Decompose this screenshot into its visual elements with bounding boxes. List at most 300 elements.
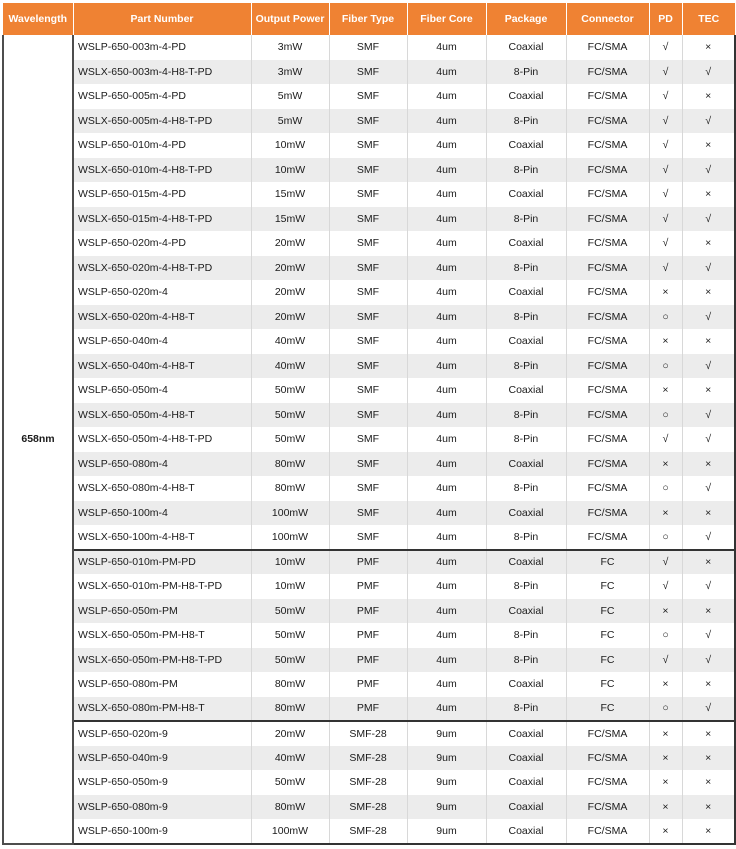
package-cell: Coaxial <box>486 746 566 771</box>
output-power-cell: 50mW <box>251 648 329 673</box>
fiber-core-cell: 4um <box>407 305 486 330</box>
tec-cell: √ <box>682 158 735 183</box>
part-number-cell: WSLX-650-005m-4-H8-T-PD <box>73 109 251 134</box>
package-cell: Coaxial <box>486 35 566 60</box>
output-power-cell: 50mW <box>251 599 329 624</box>
table-row <box>3 378 735 403</box>
output-power-cell: 50mW <box>251 403 329 428</box>
table-row <box>3 623 735 648</box>
fiber-core-cell: 4um <box>407 427 486 452</box>
pd-cell: ○ <box>649 697 682 722</box>
package-cell: Coaxial <box>486 770 566 795</box>
table-row <box>3 819 735 844</box>
fiber-type-cell: PMF <box>329 623 407 648</box>
table-row <box>3 525 735 550</box>
package-cell: Coaxial <box>486 182 566 207</box>
fiber-core-cell: 4um <box>407 109 486 134</box>
package-cell: Coaxial <box>486 672 566 697</box>
table-row <box>3 476 735 501</box>
output-power-cell: 100mW <box>251 525 329 550</box>
tec-cell: √ <box>682 305 735 330</box>
fiber-type-cell: SMF <box>329 60 407 85</box>
fiber-core-cell: 4um <box>407 60 486 85</box>
package-cell: 8-Pin <box>486 207 566 232</box>
fiber-core-cell: 4um <box>407 280 486 305</box>
pd-cell: ○ <box>649 525 682 550</box>
part-number-cell: WSLP-650-040m-9 <box>73 746 251 771</box>
fiber-core-cell: 4um <box>407 84 486 109</box>
table-row <box>3 427 735 452</box>
table-row <box>3 329 735 354</box>
table-row <box>3 648 735 673</box>
package-cell: 8-Pin <box>486 305 566 330</box>
fiber-core-cell: 4um <box>407 354 486 379</box>
connector-cell: FC/SMA <box>566 403 649 428</box>
table-row <box>3 158 735 183</box>
package-cell: Coaxial <box>486 795 566 820</box>
table-row <box>3 721 735 746</box>
fiber-core-cell: 4um <box>407 182 486 207</box>
part-number-cell: WSLX-650-100m-4-H8-T <box>73 525 251 550</box>
tec-cell: × <box>682 84 735 109</box>
fiber-type-cell: SMF <box>329 207 407 232</box>
tec-cell: × <box>682 182 735 207</box>
output-power-cell: 40mW <box>251 746 329 771</box>
pd-cell: ○ <box>649 354 682 379</box>
fiber-type-cell: SMF-28 <box>329 795 407 820</box>
fiber-core-cell: 9um <box>407 819 486 844</box>
connector-cell: FC/SMA <box>566 721 649 746</box>
fiber-core-cell: 9um <box>407 746 486 771</box>
output-power-cell: 3mW <box>251 60 329 85</box>
fiber-type-cell: SMF <box>329 158 407 183</box>
output-power-cell: 20mW <box>251 280 329 305</box>
output-power-cell: 80mW <box>251 697 329 722</box>
fiber-type-cell: SMF <box>329 231 407 256</box>
connector-cell: FC/SMA <box>566 819 649 844</box>
header-part-number: Part Number <box>73 3 251 35</box>
table-row <box>3 182 735 207</box>
fiber-core-cell: 4um <box>407 648 486 673</box>
fiber-core-cell: 4um <box>407 452 486 477</box>
package-cell: Coaxial <box>486 550 566 575</box>
part-number-cell: WSLX-650-050m-4-H8-T <box>73 403 251 428</box>
connector-cell: FC/SMA <box>566 158 649 183</box>
tec-cell: × <box>682 819 735 844</box>
part-number-cell: WSLP-650-020m-4-PD <box>73 231 251 256</box>
tec-cell: × <box>682 378 735 403</box>
connector-cell: FC/SMA <box>566 476 649 501</box>
connector-cell: FC/SMA <box>566 256 649 281</box>
fiber-core-cell: 4um <box>407 207 486 232</box>
part-number-cell: WSLX-650-020m-4-H8-T-PD <box>73 256 251 281</box>
connector-cell: FC <box>566 599 649 624</box>
pd-cell: × <box>649 770 682 795</box>
fiber-type-cell: SMF <box>329 109 407 134</box>
part-number-cell: WSLP-650-020m-4 <box>73 280 251 305</box>
tec-cell: × <box>682 133 735 158</box>
package-cell: 8-Pin <box>486 574 566 599</box>
part-number-cell: WSLX-650-080m-PM-H8-T <box>73 697 251 722</box>
output-power-cell: 80mW <box>251 476 329 501</box>
table-row <box>3 231 735 256</box>
connector-cell: FC/SMA <box>566 795 649 820</box>
part-number-cell: WSLP-650-100m-4 <box>73 501 251 526</box>
connector-cell: FC/SMA <box>566 378 649 403</box>
part-number-cell: WSLX-650-040m-4-H8-T <box>73 354 251 379</box>
pd-cell: × <box>649 501 682 526</box>
fiber-type-cell: SMF <box>329 35 407 60</box>
pd-cell: √ <box>649 574 682 599</box>
part-number-cell: WSLX-650-050m-4-H8-T-PD <box>73 427 251 452</box>
tec-cell: √ <box>682 60 735 85</box>
tec-cell: √ <box>682 427 735 452</box>
output-power-cell: 50mW <box>251 623 329 648</box>
table-row <box>3 280 735 305</box>
table-row <box>3 770 735 795</box>
connector-cell: FC/SMA <box>566 501 649 526</box>
fiber-core-cell: 4um <box>407 697 486 722</box>
fiber-core-cell: 4um <box>407 35 486 60</box>
part-number-cell: WSLX-650-010m-PM-H8-T-PD <box>73 574 251 599</box>
table-row <box>3 452 735 477</box>
connector-cell: FC/SMA <box>566 280 649 305</box>
fiber-type-cell: PMF <box>329 550 407 575</box>
pd-cell: √ <box>649 648 682 673</box>
fiber-core-cell: 4um <box>407 329 486 354</box>
pd-cell: √ <box>649 256 682 281</box>
tec-cell: √ <box>682 525 735 550</box>
part-number-cell: WSLP-650-080m-9 <box>73 795 251 820</box>
part-number-cell: WSLP-650-010m-4-PD <box>73 133 251 158</box>
package-cell: Coaxial <box>486 280 566 305</box>
package-cell: Coaxial <box>486 599 566 624</box>
tec-cell: √ <box>682 623 735 648</box>
pd-cell: √ <box>649 60 682 85</box>
package-cell: Coaxial <box>486 133 566 158</box>
package-cell: Coaxial <box>486 84 566 109</box>
tec-cell: × <box>682 599 735 624</box>
pd-cell: ○ <box>649 476 682 501</box>
fiber-core-cell: 4um <box>407 501 486 526</box>
fiber-type-cell: SMF <box>329 427 407 452</box>
package-cell: 8-Pin <box>486 623 566 648</box>
output-power-cell: 100mW <box>251 819 329 844</box>
header-tec: TEC <box>682 3 735 35</box>
fiber-type-cell: SMF <box>329 182 407 207</box>
fiber-type-cell: SMF-28 <box>329 770 407 795</box>
fiber-type-cell: SMF <box>329 525 407 550</box>
fiber-type-cell: SMF <box>329 403 407 428</box>
pd-cell: √ <box>649 109 682 134</box>
product-spec-table <box>2 3 736 845</box>
fiber-type-cell: SMF <box>329 305 407 330</box>
pd-cell: √ <box>649 84 682 109</box>
tec-cell: × <box>682 672 735 697</box>
fiber-type-cell: SMF-28 <box>329 721 407 746</box>
fiber-type-cell: SMF <box>329 256 407 281</box>
connector-cell: FC <box>566 697 649 722</box>
table-row <box>3 35 735 60</box>
fiber-core-cell: 4um <box>407 256 486 281</box>
output-power-cell: 5mW <box>251 84 329 109</box>
part-number-cell: WSLP-650-050m-9 <box>73 770 251 795</box>
fiber-core-cell: 9um <box>407 770 486 795</box>
pd-cell: ○ <box>649 623 682 648</box>
connector-cell: FC/SMA <box>566 354 649 379</box>
connector-cell: FC/SMA <box>566 60 649 85</box>
part-number-cell: WSLP-650-003m-4-PD <box>73 35 251 60</box>
part-number-cell: WSLP-650-005m-4-PD <box>73 84 251 109</box>
fiber-type-cell: SMF <box>329 452 407 477</box>
package-cell: 8-Pin <box>486 256 566 281</box>
connector-cell: FC <box>566 623 649 648</box>
fiber-type-cell: SMF-28 <box>329 819 407 844</box>
table-row <box>3 207 735 232</box>
pd-cell: × <box>649 721 682 746</box>
connector-cell: FC/SMA <box>566 84 649 109</box>
fiber-core-cell: 4um <box>407 599 486 624</box>
part-number-cell: WSLP-650-050m-4 <box>73 378 251 403</box>
header-fiber-core: Fiber Core <box>407 3 486 35</box>
package-cell: 8-Pin <box>486 158 566 183</box>
package-cell: 8-Pin <box>486 476 566 501</box>
package-cell: 8-Pin <box>486 427 566 452</box>
connector-cell: FC <box>566 574 649 599</box>
connector-cell: FC/SMA <box>566 427 649 452</box>
wavelength-cell: 658nm <box>3 35 73 844</box>
table-row <box>3 60 735 85</box>
package-cell: 8-Pin <box>486 648 566 673</box>
fiber-type-cell: PMF <box>329 697 407 722</box>
tec-cell: × <box>682 231 735 256</box>
fiber-core-cell: 4um <box>407 231 486 256</box>
pd-cell: × <box>649 452 682 477</box>
output-power-cell: 15mW <box>251 207 329 232</box>
tec-cell: √ <box>682 476 735 501</box>
table-row <box>3 795 735 820</box>
connector-cell: FC/SMA <box>566 305 649 330</box>
part-number-cell: WSLP-650-010m-PM-PD <box>73 550 251 575</box>
package-cell: Coaxial <box>486 329 566 354</box>
header-output-power: Output Power <box>251 3 329 35</box>
tec-cell: × <box>682 746 735 771</box>
output-power-cell: 100mW <box>251 501 329 526</box>
output-power-cell: 3mW <box>251 35 329 60</box>
part-number-cell: WSLP-650-020m-9 <box>73 721 251 746</box>
output-power-cell: 5mW <box>251 109 329 134</box>
header-pd: PD <box>649 3 682 35</box>
table-row <box>3 697 735 722</box>
tec-cell: × <box>682 329 735 354</box>
fiber-type-cell: SMF <box>329 329 407 354</box>
output-power-cell: 10mW <box>251 574 329 599</box>
part-number-cell: WSLP-650-015m-4-PD <box>73 182 251 207</box>
fiber-core-cell: 9um <box>407 721 486 746</box>
pd-cell: × <box>649 672 682 697</box>
tec-cell: × <box>682 501 735 526</box>
package-cell: Coaxial <box>486 721 566 746</box>
table-row <box>3 133 735 158</box>
header-fiber-type: Fiber Type <box>329 3 407 35</box>
header-package: Package <box>486 3 566 35</box>
package-cell: 8-Pin <box>486 60 566 85</box>
fiber-type-cell: SMF <box>329 280 407 305</box>
package-cell: 8-Pin <box>486 525 566 550</box>
table-row <box>3 354 735 379</box>
output-power-cell: 50mW <box>251 770 329 795</box>
header-connector: Connector <box>566 3 649 35</box>
fiber-type-cell: SMF <box>329 476 407 501</box>
fiber-core-cell: 4um <box>407 158 486 183</box>
output-power-cell: 50mW <box>251 378 329 403</box>
tec-cell: √ <box>682 574 735 599</box>
fiber-core-cell: 4um <box>407 378 486 403</box>
output-power-cell: 20mW <box>251 231 329 256</box>
fiber-type-cell: SMF <box>329 133 407 158</box>
header-wavelength: Wavelength <box>3 3 73 35</box>
fiber-core-cell: 4um <box>407 525 486 550</box>
package-cell: 8-Pin <box>486 109 566 134</box>
fiber-type-cell: SMF <box>329 501 407 526</box>
part-number-cell: WSLX-650-020m-4-H8-T <box>73 305 251 330</box>
pd-cell: × <box>649 819 682 844</box>
pd-cell: √ <box>649 231 682 256</box>
output-power-cell: 10mW <box>251 158 329 183</box>
package-cell: Coaxial <box>486 231 566 256</box>
package-cell: Coaxial <box>486 501 566 526</box>
part-number-cell: WSLX-650-050m-PM-H8-T <box>73 623 251 648</box>
connector-cell: FC/SMA <box>566 109 649 134</box>
fiber-core-cell: 4um <box>407 550 486 575</box>
connector-cell: FC <box>566 550 649 575</box>
table-row <box>3 256 735 281</box>
part-number-cell: WSLP-650-100m-9 <box>73 819 251 844</box>
pd-cell: ○ <box>649 305 682 330</box>
connector-cell: FC <box>566 648 649 673</box>
tec-cell: × <box>682 721 735 746</box>
package-cell: 8-Pin <box>486 403 566 428</box>
tec-cell: √ <box>682 109 735 134</box>
connector-cell: FC/SMA <box>566 35 649 60</box>
tec-cell: √ <box>682 354 735 379</box>
pd-cell: ○ <box>649 403 682 428</box>
part-number-cell: WSLX-650-015m-4-H8-T-PD <box>73 207 251 232</box>
package-cell: 8-Pin <box>486 354 566 379</box>
table-row <box>3 501 735 526</box>
tec-cell: √ <box>682 648 735 673</box>
fiber-core-cell: 9um <box>407 795 486 820</box>
pd-cell: √ <box>649 207 682 232</box>
connector-cell: FC/SMA <box>566 525 649 550</box>
table-row <box>3 305 735 330</box>
part-number-cell: WSLP-650-050m-PM <box>73 599 251 624</box>
package-cell: Coaxial <box>486 378 566 403</box>
table-row <box>3 403 735 428</box>
table-row <box>3 746 735 771</box>
pd-cell: √ <box>649 35 682 60</box>
table-row <box>3 672 735 697</box>
fiber-type-cell: SMF-28 <box>329 746 407 771</box>
package-cell: Coaxial <box>486 819 566 844</box>
fiber-type-cell: SMF <box>329 354 407 379</box>
fiber-type-cell: SMF <box>329 378 407 403</box>
pd-cell: × <box>649 378 682 403</box>
pd-cell: × <box>649 280 682 305</box>
tec-cell: × <box>682 452 735 477</box>
connector-cell: FC <box>566 672 649 697</box>
fiber-type-cell: PMF <box>329 574 407 599</box>
fiber-type-cell: SMF <box>329 84 407 109</box>
output-power-cell: 80mW <box>251 795 329 820</box>
table-header-row <box>3 3 735 35</box>
fiber-type-cell: PMF <box>329 672 407 697</box>
output-power-cell: 15mW <box>251 182 329 207</box>
part-number-cell: WSLP-650-040m-4 <box>73 329 251 354</box>
tec-cell: √ <box>682 403 735 428</box>
part-number-cell: WSLX-650-080m-4-H8-T <box>73 476 251 501</box>
output-power-cell: 10mW <box>251 550 329 575</box>
tec-cell: × <box>682 35 735 60</box>
output-power-cell: 20mW <box>251 256 329 281</box>
table-row <box>3 109 735 134</box>
connector-cell: FC/SMA <box>566 770 649 795</box>
connector-cell: FC/SMA <box>566 329 649 354</box>
tec-cell: √ <box>682 256 735 281</box>
table-row <box>3 84 735 109</box>
fiber-core-cell: 4um <box>407 574 486 599</box>
output-power-cell: 20mW <box>251 721 329 746</box>
pd-cell: √ <box>649 182 682 207</box>
fiber-core-cell: 4um <box>407 476 486 501</box>
fiber-type-cell: PMF <box>329 648 407 673</box>
output-power-cell: 40mW <box>251 329 329 354</box>
connector-cell: FC/SMA <box>566 207 649 232</box>
fiber-core-cell: 4um <box>407 133 486 158</box>
pd-cell: √ <box>649 427 682 452</box>
package-cell: Coaxial <box>486 452 566 477</box>
part-number-cell: WSLP-650-080m-PM <box>73 672 251 697</box>
pd-cell: × <box>649 795 682 820</box>
output-power-cell: 80mW <box>251 672 329 697</box>
connector-cell: FC/SMA <box>566 746 649 771</box>
table-row <box>3 599 735 624</box>
pd-cell: √ <box>649 550 682 575</box>
pd-cell: × <box>649 746 682 771</box>
tec-cell: × <box>682 770 735 795</box>
pd-cell: √ <box>649 158 682 183</box>
pd-cell: × <box>649 599 682 624</box>
pd-cell: √ <box>649 133 682 158</box>
table-row <box>3 550 735 575</box>
connector-cell: FC/SMA <box>566 133 649 158</box>
package-cell: 8-Pin <box>486 697 566 722</box>
tec-cell: √ <box>682 207 735 232</box>
fiber-core-cell: 4um <box>407 623 486 648</box>
tec-cell: × <box>682 280 735 305</box>
tec-cell: × <box>682 550 735 575</box>
output-power-cell: 80mW <box>251 452 329 477</box>
output-power-cell: 10mW <box>251 133 329 158</box>
connector-cell: FC/SMA <box>566 231 649 256</box>
fiber-core-cell: 4um <box>407 403 486 428</box>
tec-cell: √ <box>682 697 735 722</box>
tec-cell: × <box>682 795 735 820</box>
output-power-cell: 40mW <box>251 354 329 379</box>
fiber-type-cell: PMF <box>329 599 407 624</box>
part-number-cell: WSLX-650-003m-4-H8-T-PD <box>73 60 251 85</box>
table-row <box>3 574 735 599</box>
